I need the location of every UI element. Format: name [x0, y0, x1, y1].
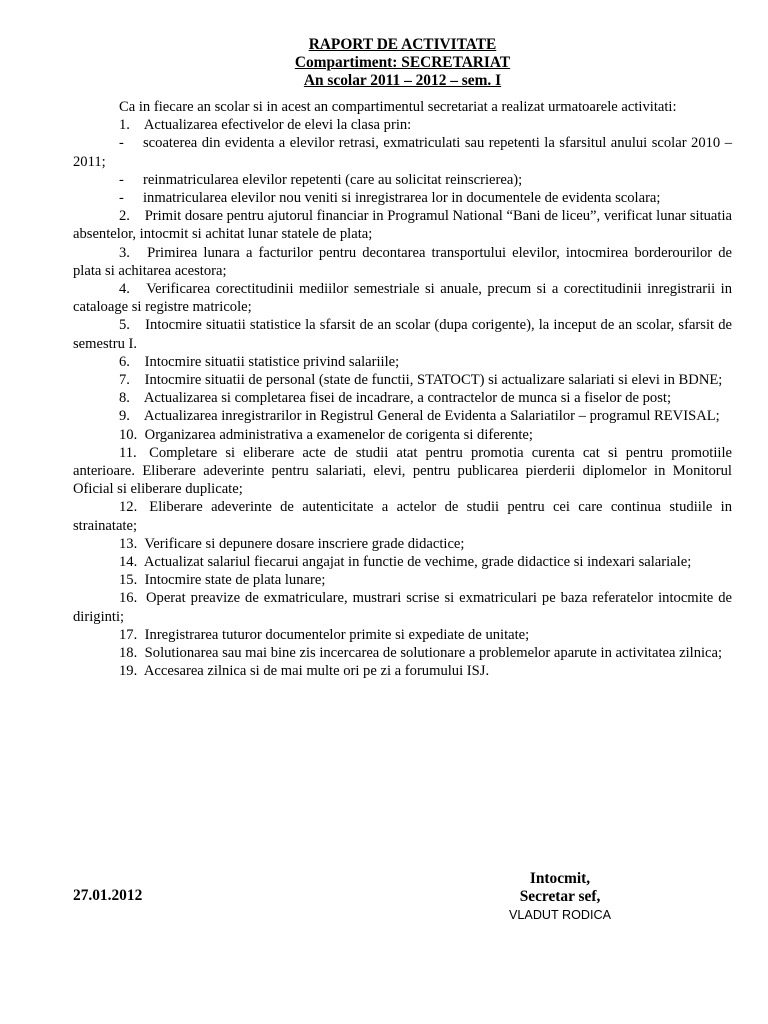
signature-block	[470, 870, 650, 924]
list-item-14: 14. Actualizat salariul fiecarui angajat in functie de vechime, grade didactice si indexari salariale;	[119, 554, 692, 571]
list-item-17: 17. Inregistrarea tuturor documentelor primite si expediate de unitate;	[119, 626, 530, 643]
list-item-9: 9. Actualizarea inregistrarilor in Registrul General de Evidenta a Salariatilor – programul REVISAL;	[119, 408, 720, 425]
list-item-16: 16. Operat preavize de exmatriculare, mustrari scrise si exmatriculari pe baza referatelor intocmite de diriginti;	[73, 590, 732, 625]
list-item-19: 19. Accesarea zilnica si de mai multe ori pe zi a forumului ISJ.	[119, 663, 490, 680]
title-block	[73, 36, 732, 90]
department-title: Compartiment: SECRETARIAT	[294, 54, 511, 71]
list-item-1: 1. Actualizarea efectivelor de elevi la clasa prin:	[119, 117, 412, 134]
document-page	[73, 36, 732, 681]
list-item-3: 3. Primirea lunara a facturilor pentru decontarea transportului elevilor, intocmirea borderourilor de plata si achitarea acestora;	[73, 244, 732, 279]
list-item-18: 18. Solutionarea sau mai bine zis incercarea de solutionare a problemelor aparute in activitatea zilnica;	[119, 645, 723, 662]
signer-name: VLADUT RODICA	[509, 908, 611, 922]
report-date: 27.01.2012	[73, 887, 143, 904]
list-item-2: 2. Primit dosare pentru ajutorul financiar in Programul National “Bani de liceu”, verificat lunar situatia absentelor, intocmit si achitat lunar statele de plata;	[73, 208, 732, 243]
list-item-6: 6. Intocmire situatii statistice privind salariile;	[119, 353, 400, 370]
list-item-5: 5. Intocmire situatii statistice la sfarsit de an scolar (dupa corigente), la inceput de an scolar, sfarsit de semestru I.	[73, 317, 732, 352]
list-item-7: 7. Intocmire situatii de personal (state de functii, STATOCT) si actualizare salariati si elevi in BDNE;	[119, 372, 723, 389]
report-title: RAPORT DE ACTIVITATE	[308, 36, 497, 53]
report-body	[73, 98, 732, 681]
period-title: An scolar 2011 – 2012 – sem. I	[303, 72, 502, 89]
list-subitem-3: - inmatricularea elevilor nou veniti si inregistrarea lor in documentele de evidenta scolara;	[119, 190, 661, 207]
list-item-4: 4. Verificarea corectitudinii mediilor semestriale si anuale, precum si a corectitudinii inregistrarii in cataloage si registre matricole;	[73, 281, 732, 316]
list-item-8: 8. Actualizarea si completarea fisei de incadrare, a contractelor de munca si a fiselor de post;	[119, 390, 671, 407]
list-item-11: 11. Completare si eliberare acte de studii atat pentru promotia curenta cat si pentru promotiile anterioare. Eliberare adeverinte pentru salariati, elevi, pentru publicarea pierderii diplomelor in Monitorul Oficial si eliberare duplicate;	[73, 444, 732, 498]
intro-paragraph: Ca in fiecare an scolar si in acest an compartimentul secretariat a realizat urmatoarele activitati:	[119, 99, 677, 115]
list-item-12: 12. Eliberare adeverinte de autenticitate a actelor de studii pentru cei care continua studiile in strainatate;	[73, 499, 732, 534]
list-item-15: 15. Intocmire state de plata lunare;	[119, 572, 326, 589]
list-item-13: 13. Verificare si depunere dosare inscriere grade didactice;	[119, 535, 465, 552]
signer-role: Secretar sef,	[519, 888, 601, 905]
list-subitem-2: - reinmatricularea elevilor repetenti (care au solicitat reinscrierea);	[119, 171, 523, 188]
list-item-10: 10. Organizarea administrativa a examenelor de corigenta si diferente;	[119, 426, 533, 443]
prepared-by-label: Intocmit,	[529, 870, 591, 887]
list-subitem-1: - scoaterea din evidenta a elevilor retrasi, exmatriculati sau repetenti la sfarsitul anului scolar 2010 – 2011;	[73, 135, 732, 170]
